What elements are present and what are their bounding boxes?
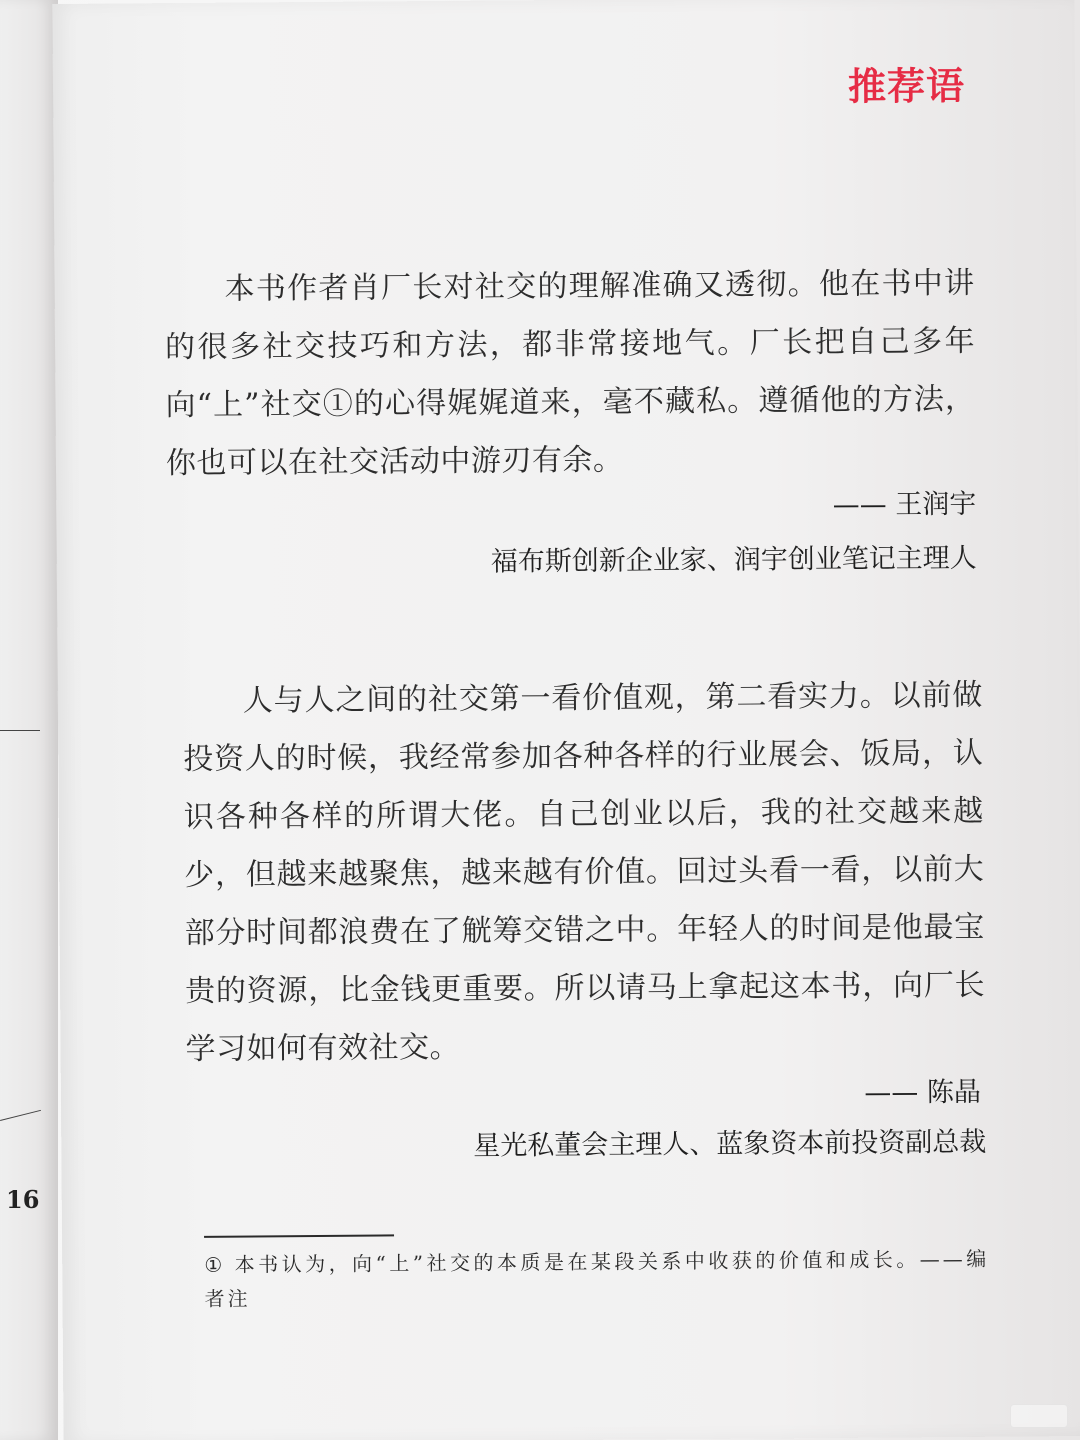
paragraph-line: 如何有效社交。 xyxy=(246,1029,461,1067)
page-title: 推荐语 xyxy=(847,63,966,109)
endorser-name: —— 王润宇 xyxy=(832,488,977,521)
footnote-rule xyxy=(204,1234,394,1237)
paragraph-line: 但越来越聚焦，越来越有价值。回过头看一看，以前大部分 xyxy=(184,851,985,952)
endorser-name: —— 陈晶 xyxy=(864,1076,982,1109)
paragraph-line: 资源，比金钱更重要。所以请马上拿起这本书，向厂长学习 xyxy=(185,967,986,1068)
paragraph-line: 投资人的时候，我经常参加各种各样的行业展会、饭局，认 xyxy=(183,735,984,778)
endorser-title: 星光私董会主理人、蓝象资本前投资副总裁 xyxy=(473,1126,987,1162)
show-through-text: ⠀ xyxy=(480,1071,501,1097)
corner-watermark xyxy=(1010,1404,1068,1428)
show-through-text: ⠀ xyxy=(476,556,497,582)
page-number: 16 xyxy=(6,1185,40,1214)
left-page-rule xyxy=(0,1110,41,1121)
paragraph-line: 也可以在社交活动中游刃有余。 xyxy=(196,442,624,481)
show-through-text: ⠀ xyxy=(173,123,193,150)
endorser-title: 福布斯创新企业家、润宇创业笔记主理人 xyxy=(490,542,977,578)
paragraph-line: 时间都浪费在了觥筹交错之中。年轻人的时间是他最宝贵的 xyxy=(184,909,985,1010)
paragraph-line: 人与人之间的社交第一看价值观，第二看实力。以前做 xyxy=(242,677,983,719)
left-page-rule xyxy=(0,730,40,731)
paragraph-line: 识各种各样的所谓大佬。自己创业以后，我的社交越来越少， xyxy=(183,793,984,894)
endorsement-paragraph xyxy=(183,667,986,1079)
paragraph-line: 本书作者肖厂长对社交的理解准确又透彻。他在书中讲 xyxy=(224,265,975,307)
footnote xyxy=(204,1242,990,1316)
footnote-text: 本书认为，向“上”社交的本质是在某段关系中收获的价值和成长。——编者注 xyxy=(204,1246,990,1311)
paragraph-line: “上”社交①的心得娓娓道来，毫不藏私。遵循他的方法，你 xyxy=(165,381,976,482)
paragraph-line: 的很多社交技巧和方法，都非常接地气。厂长把自己多年向 xyxy=(164,323,976,424)
footnote-marker: ① xyxy=(204,1252,223,1277)
book-page xyxy=(52,0,1080,1440)
endorsement-paragraph xyxy=(164,255,976,493)
left-page-edge xyxy=(0,0,58,1440)
